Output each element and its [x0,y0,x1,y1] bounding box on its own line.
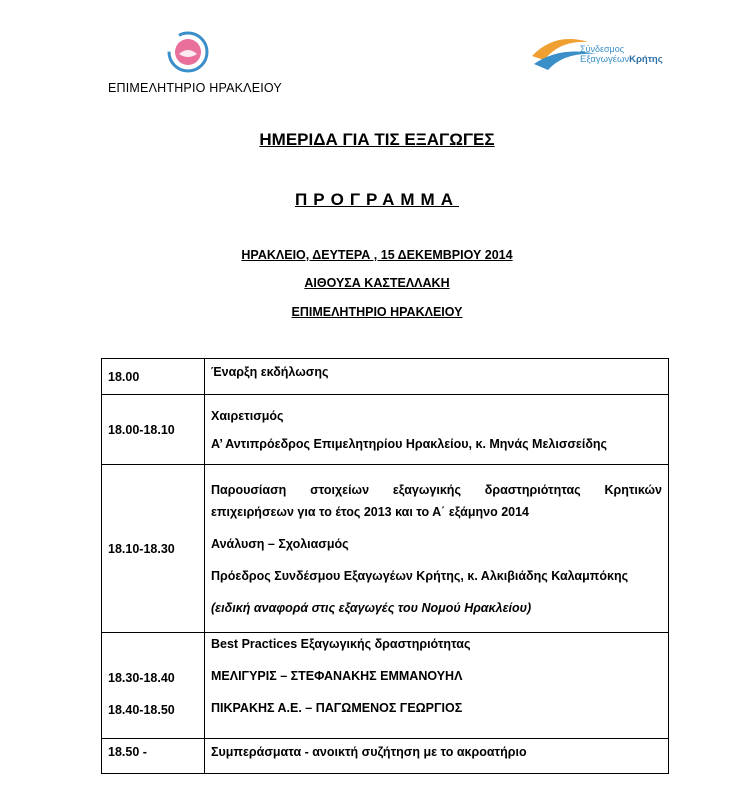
word: εξαγωγικής [392,482,461,497]
word: Κρητικών [604,482,662,497]
table-row [102,739,669,774]
exporters-logo-line2 [580,54,663,65]
president-speaker: Πρόεδρος Συνδέσμου Εξαγωγέων Κρήτης, κ. Αλκιβιάδης Καλαμπόκης [211,568,629,583]
presentation-line2: επιχειρήσεων για το έτος 2013 και το Α΄ εξάμηνο 2014 [211,504,529,519]
best-practice-item: ΠΙΚΡΑΚΗΣ Α.Ε. – ΠΑΓΩΜΕΝΟΣ ΓΕΩΡΓΙΟΣ [211,701,463,715]
table-row [102,633,669,739]
row-text: Έναρξη εκδήλωσης [205,359,669,395]
row-content [205,465,669,633]
word: στοιχείων [310,482,370,497]
row-content [205,395,669,465]
exporters-logo-word2: Κρήτης [629,54,663,65]
row-time: 18.40-18.50 [108,703,175,717]
exporters-logo-line1: Σύνδεσμος [580,44,625,54]
chamber-emblem-icon [166,30,210,74]
chamber-logo [108,30,280,100]
row-time: 18.30-18.40 [108,671,175,685]
exporters-logo-word1: Εξαγωγέων [580,54,630,65]
event-date: ΗΡΑΚΛΕΙΟ, ΔΕΥΤΕΡΑ , 15 ΔΕΚΕΜΒΡΙΟΥ 2014 [241,248,513,262]
row-content [205,633,669,739]
table-row [102,359,669,395]
best-practices-heading: Best Practices Εξαγωγικής δραστηριότητας [211,637,471,651]
row-text: Συμπεράσματα - ανοικτή συζήτηση με το ακροατήριο [205,739,669,774]
event-title: ΗΜΕΡΙΔΑ ΓΙΑ ΤΙΣ ΕΞΑΓΩΓΕΣ [259,130,495,149]
program-heading: ΠΡΟΓΡΑΜΜΑ [294,190,459,209]
word: Παρουσίαση [211,482,287,497]
greeting-label: Χαιρετισμός [211,408,284,423]
row-time: 18.00-18.10 [102,395,205,465]
presentation-line1 [211,483,662,497]
row-times [102,633,205,739]
event-venue: ΕΠΙΜΕΛΗΤΗΡΙΟ ΗΡΑΚΛΕΙΟΥ [291,305,463,319]
row-time: 18.00 [102,359,205,395]
word: δραστηριότητας [484,482,581,497]
table-row [102,465,669,633]
analysis-label: Ανάλυση – Σχολιασμός [211,536,349,551]
row-time: 18.10-18.30 [102,465,205,633]
row-time: 18.50 - [102,739,205,774]
table-row [102,395,669,465]
program-table [101,358,669,774]
exporters-association-logo [530,34,680,84]
chamber-logo-text: ΕΠΙΜΕΛΗΤΗΡΙΟ ΗΡΑΚΛΕΙΟΥ [108,81,282,95]
greeting-speaker: Α’ Αντιπρόεδρος Επιμελητηρίου Ηρακλείου, κ. Μηνάς Μελισσείδης [211,436,608,451]
best-practice-item: ΜΕΛΙΓΥΡΙΣ – ΣΤΕΦΑΝΑΚΗΣ ΕΜΜΑΝΟΥΗΛ [211,669,463,683]
special-note: (ειδική αναφορά στις εξαγωγές του Νομού Ηρακλείου) [211,600,532,615]
event-hall: ΑΙΘΟΥΣΑ ΚΑΣΤΕΛΛΑΚΗ [304,276,450,290]
